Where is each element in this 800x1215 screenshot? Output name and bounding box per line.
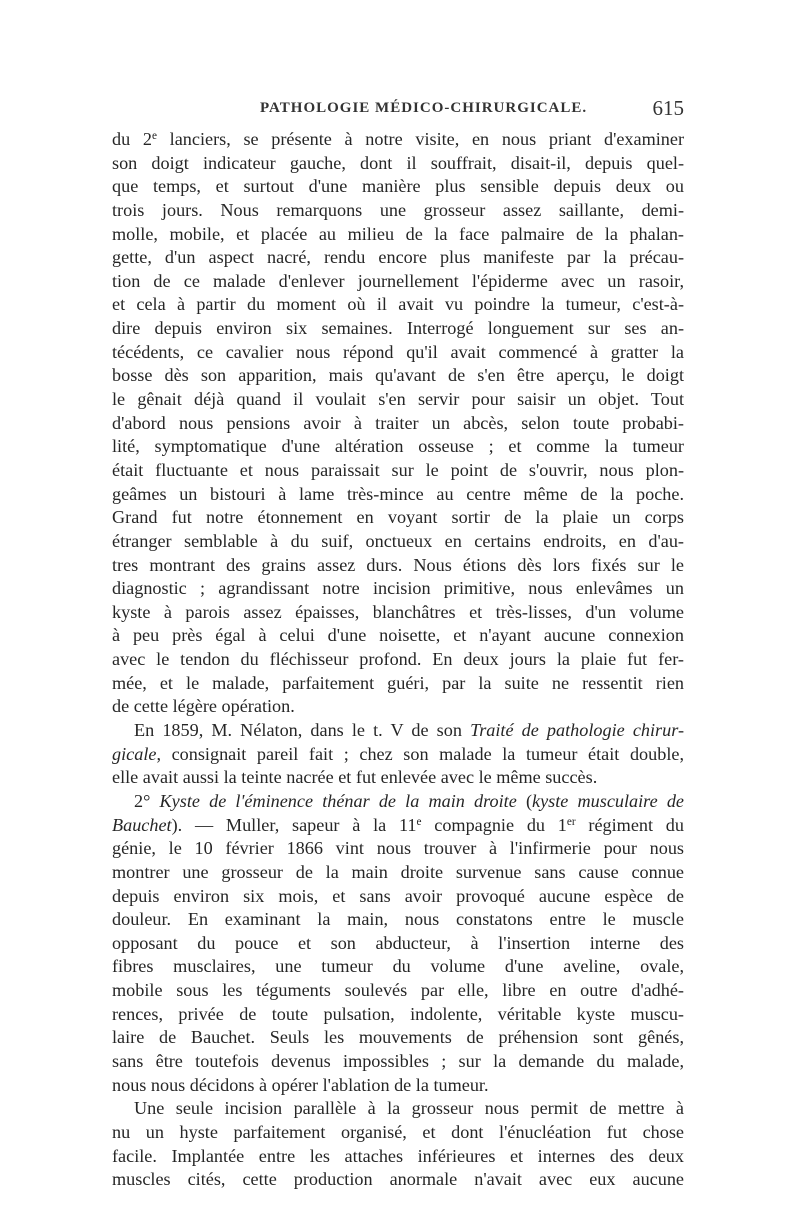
paragraph-1 [112, 128, 684, 719]
text-line: nous nous décidons à opérer l'ablation de la tumeur. [112, 1074, 489, 1095]
text-line: mobile sous les téguments soulevés par elle, libre en outre d'adhé- [112, 980, 684, 1001]
paragraph-2 [112, 719, 684, 790]
text-line: lité, symptomatique d'une altération osseuse ; et comme la tumeur [112, 436, 684, 457]
text-line: à peu près égal à celui d'une noisette, et n'ayant aucune connexion [112, 625, 684, 646]
text-line: de cette légère opération. [112, 696, 295, 717]
text-line: son doigt indicateur gauche, dont il souffrait, disait-il, depuis quel- [112, 152, 684, 173]
text-line: facile. Implantée entre les attaches inférieures et internes des deux [112, 1145, 684, 1166]
text-line: molle, mobile, et placée au milieu de la face palmaire de la phalan- [112, 223, 684, 244]
text-line: Une seule incision parallèle à la grosseur nous permit de mettre à [134, 1098, 684, 1119]
text-line: tres montrant des grains assez durs. Nous étions dès lors fixés sur le [112, 554, 684, 575]
body-text [112, 128, 684, 1192]
text-line: trois jours. Nous remarquons une grosseur assez saillante, demi- [112, 199, 684, 220]
page-number: 615 [652, 96, 684, 120]
text-line: dire depuis environ six semaines. Interrogé longuement sur ses an- [112, 318, 684, 339]
text-line: d'abord nous pensions avoir à traiter un abcès, selon toute probabi- [112, 412, 684, 433]
text-line: elle avait aussi la teinte nacrée et fut enlevée avec le même succès. [112, 767, 598, 788]
text-line: le gênait déjà quand il voulait s'en servir pour saisir un objet. Tout [112, 389, 684, 410]
paragraph-4 [112, 1097, 684, 1192]
text-line: mée, et le malade, parfaitement guéri, par la suite ne ressentit rien [112, 672, 684, 693]
text-line: kyste à parois assez épaisses, blanchâtres et très-lisses, d'un volume [112, 601, 684, 622]
text-line: douleur. En examinant la main, nous constatons entre le muscle [112, 909, 684, 930]
text-line: geâmes un bistouri à lame très-mince au centre même de la poche. [112, 483, 684, 504]
text-line: tion de ce malade d'enlever journellement l'épiderme avec un rasoir, [112, 270, 684, 291]
text-line: nu un hyste parfaitement organisé, et dont l'énucléation fut chose [112, 1121, 684, 1142]
text-line: diagnostic ; agrandissant notre incision primitive, nous enlevâmes un [112, 578, 684, 599]
text-line: 2° Kyste de l'éminence thénar de la main droite (kyste musculaire de [134, 790, 684, 811]
text-line: muscles cités, cette production anormale n'avait avec eux aucune [112, 1169, 684, 1190]
text-line: sans être toutefois devenus impossibles ; sur la demande du malade, [112, 1050, 684, 1071]
text-line: opposant du pouce et son abducteur, à l'insertion interne des [112, 932, 684, 953]
text-line: et cela à partir du moment où il avait vu poindre la tumeur, c'est-à- [112, 294, 684, 315]
text-line: Grand fut notre étonnement en voyant sortir de la plaie un corps [112, 507, 684, 528]
text-line: laire de Bauchet. Seuls les mouvements de préhension sont gênés, [112, 1027, 684, 1048]
text-line: fibres musclaires, une tumeur du volume d'une aveline, ovale, [112, 956, 684, 977]
text-line: avec le tendon du fléchisseur profond. En deux jours la plaie fut fer- [112, 649, 684, 670]
text-line: Bauchet). — Muller, sapeur à la 11e compagnie du 1er régiment du [112, 814, 684, 835]
text-line: que temps, et surtout d'une manière plus sensible depuis deux ou [112, 176, 684, 197]
text-line: técédents, ce cavalier nous répond qu'il avait commencé à gratter la [112, 341, 684, 362]
text-line: rences, privée de toute pulsation, indolente, véritable kyste muscu- [112, 1003, 684, 1024]
running-title: PATHOLOGIE MÉDICO-CHIRURGICALE. [260, 100, 588, 116]
text-line: était fluctuante et nous paraissait sur le point de s'ouvrir, nous plon- [112, 459, 684, 480]
text-line: génie, le 10 février 1866 vint nous trouver à l'infirmerie pour nous [112, 838, 684, 859]
text-line: du 2e lanciers, se présente à notre visite, en nous priant d'examiner [112, 129, 684, 149]
text-line: En 1859, M. Nélaton, dans le t. V de son Traité de pathologie chirur- [134, 720, 684, 741]
text-line: gette, d'un aspect nacré, rendu encore plus manifeste par la précau- [112, 247, 684, 268]
text-line: bosse dès son apparition, mais qu'avant de s'en être aperçu, le doigt [112, 365, 684, 386]
text-line: gicale, consignait pareil fait ; chez son malade la tumeur était double, [112, 743, 684, 764]
text-line: montrer une grosseur de la main droite survenue sans cause connue [112, 861, 684, 882]
paragraph-3 [112, 790, 684, 1097]
page-header [112, 98, 684, 124]
text-line: depuis environ six mois, et sans avoir provoqué aucune espèce de [112, 885, 684, 906]
text-line: étranger semblable à du suif, onctueux en certains endroits, en d'au- [112, 530, 684, 551]
